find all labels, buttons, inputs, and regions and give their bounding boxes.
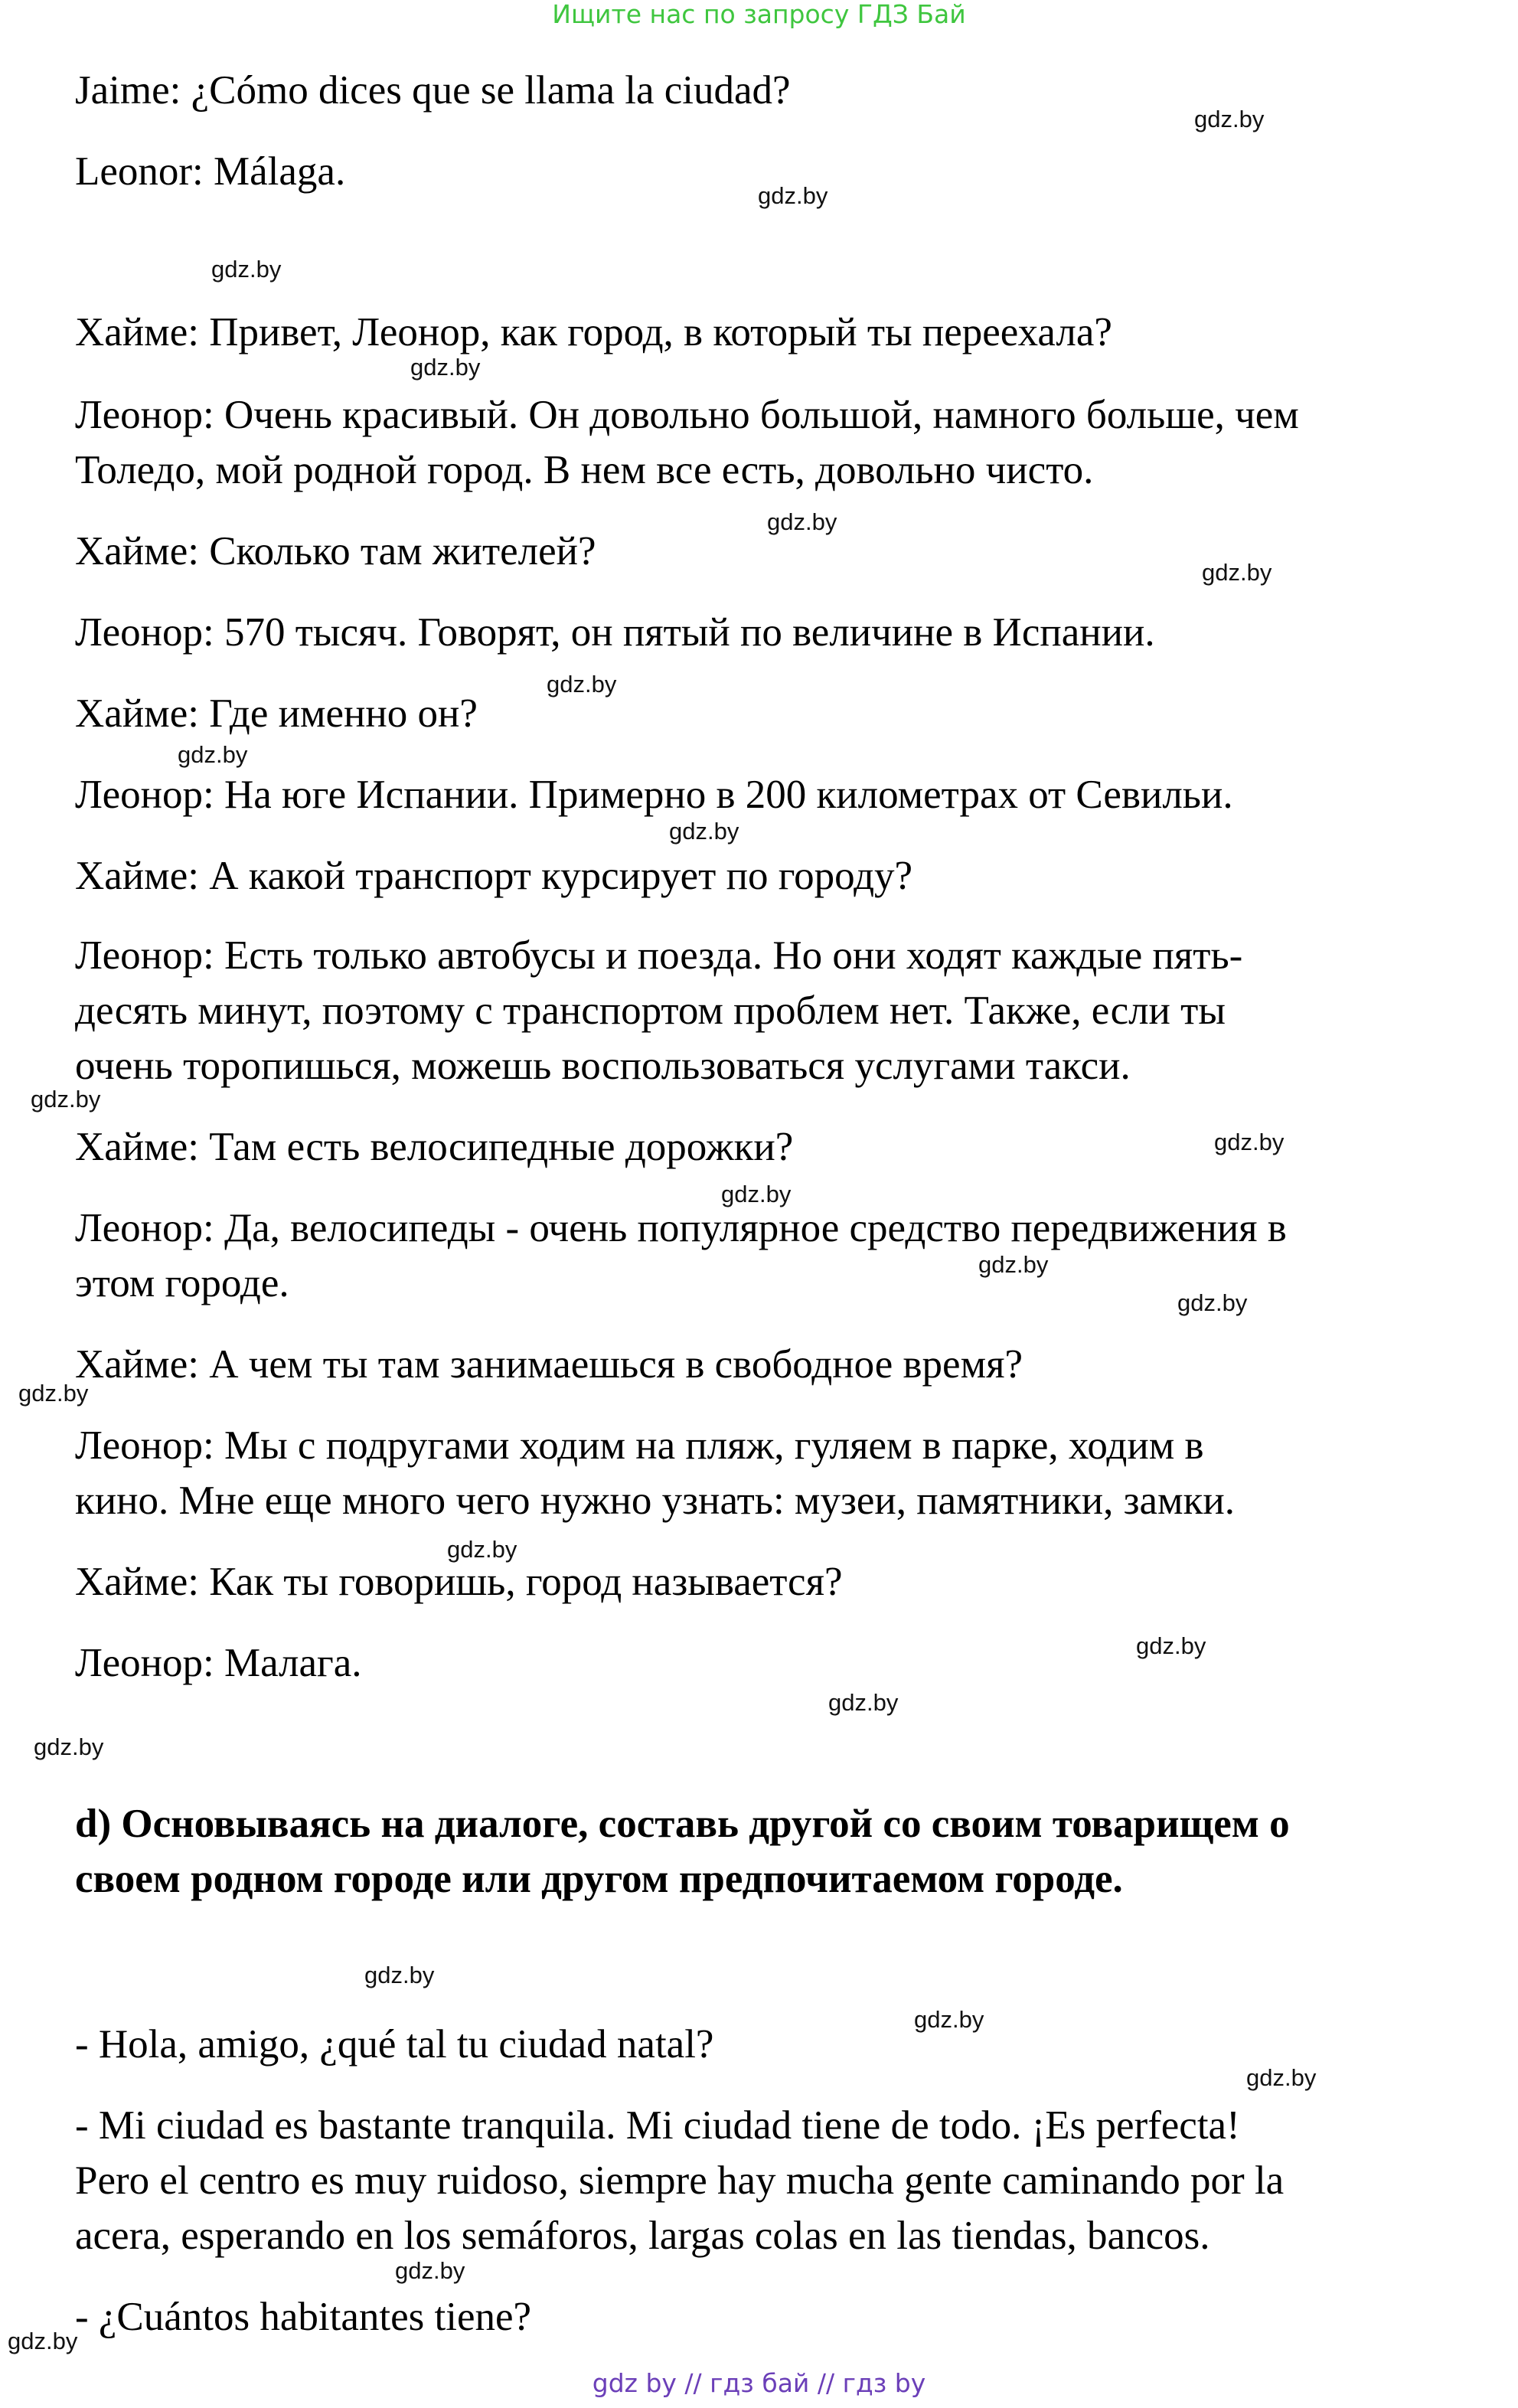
watermark: gdz.by: [978, 1251, 1049, 1278]
answer-line: - Hola, amigo, ¿qué tal tu ciudad natal?: [75, 2022, 714, 2067]
watermark: gdz.by: [1136, 1632, 1206, 1659]
watermark: gdz.by: [1246, 2064, 1317, 2091]
watermark: gdz.by: [18, 1380, 89, 1407]
watermark: gdz.by: [1177, 1289, 1248, 1316]
watermark: gdz.by: [8, 2328, 78, 2354]
dialogue-line: Леонор: Мы с подругами ходим на пляж, гуляем в парке, ходим в: [75, 1423, 1204, 1468]
dialogue-line: Хайме: А чем ты там занимаешься в свободное время?: [75, 1342, 1023, 1387]
dialogue-line: очень торопишься, можешь воспользоваться услугами такси.: [75, 1044, 1131, 1088]
dialogue-line: Хайме: Где именно он?: [75, 691, 478, 736]
dialogue-line: десять минут, поэтому с транспортом проблем нет. Также, если ты: [75, 988, 1226, 1033]
bottom-banner[interactable]: gdz by // гдз бай // гдз by: [592, 2368, 926, 2398]
watermark: gdz.by: [914, 2006, 984, 2033]
watermark: gdz.by: [178, 741, 248, 768]
dialogue-line: Леонор: На юге Испании. Примерно в 200 километрах от Севильи.: [75, 773, 1233, 817]
dialogue-line: кино. Мне еще много чего нужно узнать: музеи, памятники, замки.: [75, 1478, 1235, 1523]
dialogue-line: Leonor: Málaga.: [75, 149, 346, 194]
watermark: gdz.by: [364, 1962, 435, 1988]
watermark: gdz.by: [211, 256, 282, 283]
dialogue-line: Jaime: ¿Cómo dices que se llama la ciudad?: [75, 68, 791, 113]
dialogue-line: Леонор: Да, велосипеды - очень популярное средство передвижения в: [75, 1206, 1287, 1250]
watermark: gdz.by: [447, 1536, 517, 1563]
dialogue-line: Леонор: Очень красивый. Он довольно большой, намного больше, чем: [75, 393, 1299, 437]
watermark: gdz.by: [828, 1689, 899, 1716]
dialogue-line: Леонор: 570 тысяч. Говорят, он пятый по величине в Испании.: [75, 610, 1155, 655]
answer-line: acera, esperando en los semáforos, largas colas en las tiendas, bancos.: [75, 2214, 1210, 2258]
watermark: gdz.by: [395, 2257, 465, 2284]
task-heading: d) Основываясь на диалоге, составь другой со своим товарищем о: [75, 1802, 1290, 1846]
dialogue-line: Хайме: А какой транспорт курсирует по городу?: [75, 854, 913, 898]
dialogue-line: Хайме: Сколько там жителей?: [75, 529, 596, 573]
answer-line: - Mi ciudad es bastante tranquila. Mi ciudad tiene de todo. ¡Es perfecta!: [75, 2103, 1240, 2148]
watermark: gdz.by: [1194, 106, 1265, 132]
task-heading: своем родном городе или другом предпочитаемом городе.: [75, 1857, 1123, 1901]
watermark: gdz.by: [410, 354, 481, 381]
watermark: gdz.by: [1214, 1129, 1285, 1155]
top-banner[interactable]: Ищите нас по запросу ГДЗ Бай: [552, 0, 966, 29]
answer-line: Pero el centro es muy ruidoso, siempre hay mucha gente caminando por la: [75, 2158, 1285, 2203]
answer-line: - ¿Cuántos habitantes tiene?: [75, 2295, 532, 2339]
watermark: gdz.by: [1202, 559, 1272, 586]
watermark: gdz.by: [669, 818, 739, 845]
dialogue-line: Леонор: Есть только автобусы и поезда. Но они ходят каждые пять-: [75, 933, 1243, 978]
watermark: gdz.by: [767, 508, 837, 535]
dialogue-line: Леонор: Малага.: [75, 1641, 362, 1685]
watermark: gdz.by: [758, 182, 828, 209]
dialogue-line: этом городе.: [75, 1261, 289, 1305]
dialogue-line: Хайме: Там есть велосипедные дорожки?: [75, 1125, 794, 1169]
watermark: gdz.by: [547, 671, 617, 698]
watermark: gdz.by: [34, 1733, 104, 1760]
watermark: gdz.by: [721, 1181, 792, 1207]
dialogue-line: Хайме: Как ты говоришь, город называется?: [75, 1560, 843, 1604]
dialogue-line: Толедо, мой родной город. В нем все есть, довольно чисто.: [75, 448, 1094, 492]
dialogue-line: Хайме: Привет, Леонор, как город, в который ты переехала?: [75, 310, 1112, 355]
watermark: gdz.by: [31, 1086, 101, 1113]
